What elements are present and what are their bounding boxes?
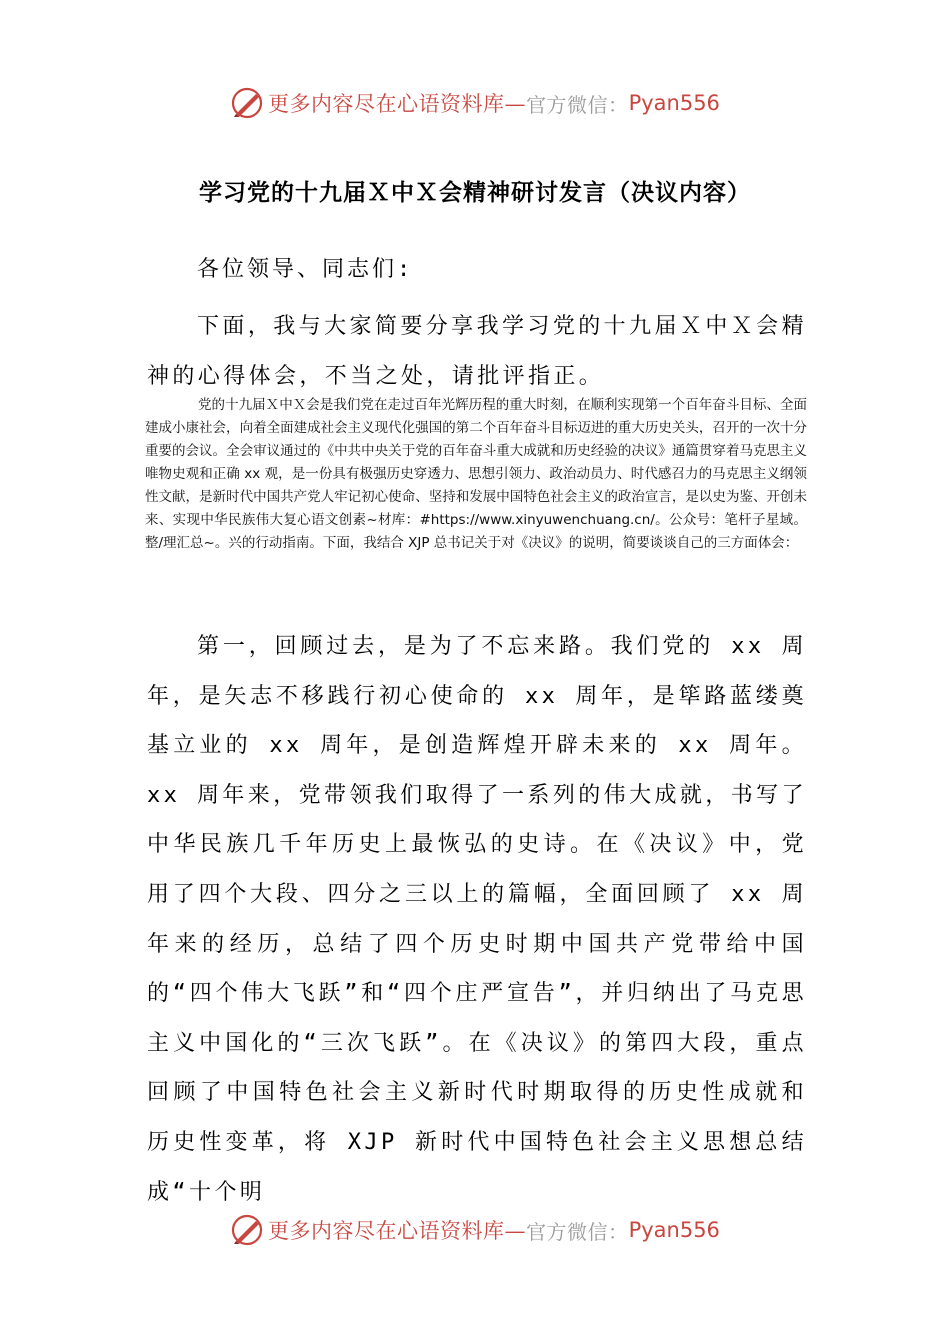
wechat-label: 官方微信： xyxy=(526,1219,629,1244)
wechat-id: Pyan556 xyxy=(628,1218,720,1242)
header-banner xyxy=(0,78,950,128)
banner-text: 更多内容尽在心语资料库— xyxy=(268,1219,527,1243)
paragraph-first-point: 第一，回顾过去，是为了不忘来路。我们党的 xx 周年，是矢志不移践行初心使命的 xx 周年，是筚路蓝缕奠基立业的 xx 周年，是创造辉煌开辟未来的 xx 周年。xx 周年来，党带领我们取得了一系列的伟大成就，书写了中华民族几千年历史上最恢弘的史诗。在《决议》中，党用了四个大段、四分之三以上的篇幅，全面回顾了 xx 周年来的经历，总结了四个历史时期中国共产党带给中国的“四个伟大飞跃”和“四个庄严宣告”，并归纳出了马克思主义中国化的“三次飞跃”。在《决议》的第四大段，重点回顾了中国特色社会主义新时代时期取得的历史性成就和历史性变革，将 XJP 新时代中国特色社会主义思想总结成“十个明 xyxy=(147,634,807,1205)
wechat-label: 官方微信： xyxy=(526,92,629,117)
document-title: 学习党的十九届Ｘ中Ｘ会精神研讨发言（决议内容） xyxy=(199,179,751,206)
footer-banner xyxy=(0,1205,950,1255)
paragraph-body-small: 党的十九届Ｘ中Ｘ会是我们党在走过百年光辉历程的重大时刻，在顺利实现第一个百年奋斗目标、全面建成小康社会，向着全面建成社会主义现代化强国的第二个百年奋斗目标迈进的重大历史关头，召开的一次十分重要的会议。全会审议通过的《中共中央关于党的百年奋斗重大成就和历史经验的决议》通篇贯穿着马克思主义唯物史观和正确 xx 观，是一份具有极强历史穿透力、思想引领力、政治动员力、时代感召力的马克思主义纲领性文献，是新时代中国共产党人牢记初心使命、坚持和发展中国特色社会主义的政治宣言，是以史为鉴、开创未来、实现中华民族伟大复心语文创素~材库：#https://www.xinyuwenchuang.cn/。公众号：笔杆子星域。整/理汇总~。兴的行动指南。下面，我结合 XJP 总书记关于对《决议》的说明，简要谈谈自己的三方面体会： xyxy=(145,397,807,551)
wechat-id: Pyan556 xyxy=(628,91,720,115)
pen-circle-logo-icon xyxy=(230,86,264,120)
pen-circle-logo-icon xyxy=(230,1213,264,1247)
banner-text: 更多内容尽在心语资料库— xyxy=(268,92,527,116)
paragraph-intro: 下面，我与大家简要分享我学习党的十九届Ｘ中Ｘ会精神的心得体会，不当之处，请批评指正。 xyxy=(147,314,807,389)
greeting: 各位领导、同志们: xyxy=(197,257,414,282)
